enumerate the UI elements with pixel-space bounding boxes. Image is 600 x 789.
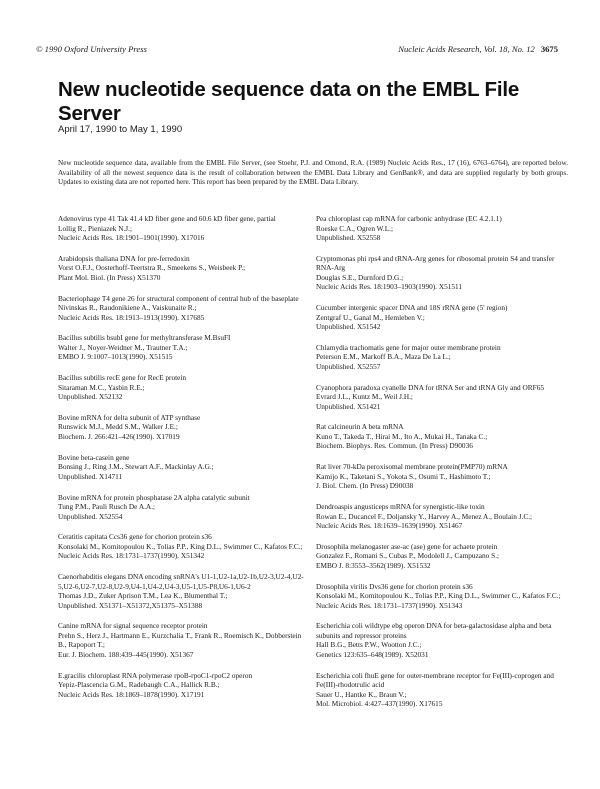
entry-authors: Hall B.G., Betts P.W., Wootton J.C.; (316, 640, 422, 650)
entry-title: Rat calcineurin A beta mRNA (316, 422, 404, 432)
entry-authors: Runswick M.J., Medd S.M., Walker J.E.; (58, 422, 178, 432)
sequence-entry (58, 294, 310, 323)
sequence-entry (316, 671, 568, 709)
entry-reference: Biochem. J. 266:421–426(1990). X17019 (58, 431, 180, 441)
journal-name: Nucleic Acids Research, Vol. 18, No. 12 (398, 44, 535, 54)
entry-reference: EMBO J. 9:1007–1013(1990). X51515 (58, 352, 173, 362)
entry-authors: Zentgraf U., Ganal M., Hemleben V.; (316, 312, 425, 322)
sequence-entry (316, 621, 568, 659)
entry-authors: Roeske C.A., Ogren W.L.; (316, 223, 394, 233)
entry-title: Bovine mRNA for protein phosphatase 2A alpha catalytic subunit (58, 492, 250, 502)
page-title: New nucleotide sequence data on the EMBL File Server (58, 78, 520, 125)
entry-authors: Walter J., Noyer-Weidner M., Trautner T.A.; (58, 342, 188, 352)
page-number: 3675 (540, 44, 558, 54)
copyright-line: © 1990 Oxford University Press (36, 44, 147, 54)
sequence-entry (316, 582, 568, 611)
running-header (36, 44, 558, 56)
sequence-entry (316, 383, 568, 412)
entry-authors: Vorst O.F.J., Oosterhoff-Teertstra R., Smeekens S., Weisbeek P.; (58, 263, 246, 273)
entry-title: Bacillus subtilis bsubI gene for methyltransferase M.BsuFI (58, 333, 231, 343)
sequence-entry (58, 532, 310, 561)
entry-reference: Unpublished. X51371–X51372,X51375–X51388 (58, 600, 203, 610)
entry-reference: Unpublished. X51542 (316, 322, 381, 332)
entry-title: Caenorhabditis elegans DNA encoding snRNA's U1-1,U2-1a,U2-1b,U2-3,U2-4,U2-5,U2-6,U2-7,U2-8,U2-9,U4-1,U4-2,U4-3,U5-1,U5-P8,U6-1,U6-2 (58, 572, 304, 591)
entry-title: Escherichia coli fhuE gene for outer-membrane receptor for Fe(III)-coprogen and Fe(III)-rhodotrulic acid (316, 670, 554, 690)
entry-title: Drosophila virilis Dvs36 gene for chorion protein s36 (316, 581, 473, 591)
entry-reference: Nucleic Acids Res. 18:1903–1903(1990). X51511 (316, 282, 463, 292)
entry-title: Arabidopsis thaliana DNA for pre-ferredoxin (58, 253, 190, 263)
entry-authors: Lollig R., Pieniazek N.J.; (58, 223, 132, 233)
entry-title: Cucumber intergenic spacer DNA and 18S rRNA gene (5' region) (316, 303, 508, 313)
entry-authors: Evrard J.L., Kuntz M., Weil J.H.; (316, 392, 413, 402)
entry-authors: Kamijo K., Taketani S., Yokota S., Osumi T., Hashimoto T.; (316, 471, 491, 481)
entry-reference: Biochem. Biophys. Res. Commun. (In Press) D90036 (316, 441, 473, 451)
entry-authors: Tung P.M., Pauli Rusch De A.A.; (58, 502, 156, 512)
entry-title: Ceratitis capitata Ccs36 gene for chorion protein s36 (58, 532, 212, 542)
entry-authors: Rowan E., Ducancel F., Doljansky Y., Harvey A., Menez A., Boulain J.C.; (316, 511, 533, 521)
sequence-entry (58, 453, 310, 482)
entry-title: Bovine beta-casein gene (58, 452, 130, 462)
entry-reference: J. Biol. Chem. (In Press) D90038 (316, 481, 414, 491)
sequence-entry (58, 493, 310, 522)
entry-reference: Mol. Microbiol. 4:427–437(1990). X17615 (316, 699, 443, 709)
entry-reference: Nucleic Acids Res. 18:1731–1737(1990). X51343 (316, 600, 463, 610)
entry-reference: Unpublished. X14711 (58, 471, 123, 481)
entry-title: Bovine mRNA for delta subunit of ATP synthase (58, 412, 201, 422)
entry-reference: Nucleic Acids Res. 18:1639–1639(1990). X51467 (316, 521, 463, 531)
entry-reference: Unpublished. X52132 (58, 392, 123, 402)
entry-reference: Nucleic Acids Res. 18:1913–1913(1990). X17685 (58, 312, 205, 322)
sequence-entry (58, 373, 310, 402)
entry-authors: Nivinskas R., Raudonikiene A., Vaiskunaite R.; (58, 303, 197, 313)
sequence-entry (316, 422, 568, 451)
entry-authors: Peterson E.M., Markoff B.A., Maza De La L.; (316, 352, 451, 362)
sequence-entry (58, 671, 310, 700)
sequence-entry (58, 413, 310, 442)
entry-authors: Kuno T., Takeda T., Hirai M., Ito A., Mukai H., Tanaka C.; (316, 431, 488, 441)
entry-title: Chlamydia trachomatis gene for major outer membrane protein (316, 342, 501, 352)
entry-authors: Bonsing J., Ring J.M., Stewart A.F., Mackinlay A.G.; (58, 462, 214, 472)
entry-reference: Genetics 123:635–648(1989). X52031 (316, 649, 429, 659)
sequence-entry (58, 333, 310, 362)
entry-authors: Gonzalez F., Romani S., Cubas P., Modolell J., Campuzano S.; (316, 551, 500, 561)
intro-paragraph: New nucleotide sequence data, available from the EMBL File Server, (see Stoehr, P.J. and Omond, R.A. (1989) Nucleic Acids Res., 17 (16), 6763–6764), are reported below. Availability of all the newest sequence data is the result of collaboration between the EMBL Data Library and GenBank®, and data are supplied regularly by both groups. Updates to existing data are not reported here. This report has been prepared by the EMBL Data Library. (58, 159, 568, 187)
entry-authors: Konsolaki M., Komitopoulou K., Tolias P.P., King D.L., Swimmer C., Kafatos F.C.; (58, 541, 303, 551)
entry-title: Drosophila melanogaster ase-ac (ase) gene for achaete protein (316, 541, 498, 551)
sequence-entry (316, 462, 568, 491)
entry-title: Bacillus subtilis recE gene for RecE protein (58, 373, 187, 383)
entry-reference: Nucleic Acids Res. 18:1731–1737(1990). X51342 (58, 551, 205, 561)
sequence-entry (316, 502, 568, 531)
sequence-entry (58, 572, 310, 610)
sequence-entry (58, 254, 310, 283)
entry-reference: Nucleic Acids Res. 18:1901–1901(1990). X17016 (58, 233, 205, 242)
entry-authors: Sauer U., Hantke K., Braun V.; (316, 689, 407, 699)
entry-title: Bacteriophage T4 gene 26 for structural component of central hub of the baseplate (58, 293, 299, 303)
entry-title: Canine mRNA for signal sequence receptor protein (58, 621, 208, 631)
sequence-entry (316, 254, 568, 292)
entry-reference: Eur. J. Biochem. 188:439–445(1990). X51367 (58, 649, 194, 659)
entry-title: E.gracilis chloroplast RNA polymerase rpoB-rpoC1-rpoC2 operon (58, 670, 253, 680)
right-column (316, 214, 568, 720)
entry-title: Dendroaspis angusticeps mRNA for synergistic-like toxin (316, 502, 485, 512)
entry-title: Adenovirus type 41 Tak 41.4 kD fiber gene and 60.6 kD fiber gene, partial (58, 214, 276, 223)
entry-title: Rat liver 70-kDa peroxisomal membrane protein(PMP70) mRNA (316, 462, 508, 472)
sequence-entry (58, 621, 310, 659)
entry-authors: Prehn S., Herz J., Hartmann E., Kurzchalia T., Frank R., Roemisch K., Dobberstein B., Rapoport T.; (58, 630, 302, 650)
entry-reference: Unpublished. X51421 (316, 401, 381, 411)
entry-title: Pea chloroplast cap mRNA for carbonic anhydrase (EC 4.2.1.1) (316, 214, 502, 223)
entry-authors: Douglas S.E., Durnford D.G.; (316, 272, 404, 282)
entry-reference: Unpublished. X52554 (58, 511, 123, 521)
sequence-entry (316, 343, 568, 372)
sequence-entry (316, 542, 568, 571)
sequence-entry (316, 303, 568, 332)
date-range: April 17, 1990 to May 1, 1990 (58, 124, 183, 135)
entry-title: Escherichia coli wildtype ebg operon DNA for beta-galactosidase alpha and beta subunits and repressor proteins (316, 621, 552, 640)
entry-reference: Plant Mol. Biol. (In Press) X51370 (58, 272, 161, 282)
entry-authors: Konsolaki M., Komitopoulou K., Tolias P.P., King D.L., Swimmer C., Kafatos F.C.; (316, 591, 561, 601)
journal-citation (398, 44, 558, 54)
entry-title: Cryptomonas phi rps4 and tRNA-Arg genes for ribosomal protein S4 and transfer RNA-Arg (316, 253, 555, 273)
sequence-entry (316, 214, 568, 243)
left-column (58, 214, 310, 711)
entry-authors: Thomas J.D., Zuker Aprison T.M., Lea K., Blumenthal T.; (58, 591, 228, 601)
sequence-entry (58, 214, 310, 243)
entry-reference: EMBO J. 8:3553–3562(1989). X51532 (316, 560, 431, 570)
entry-authors: Yepiz-Plascencia G.M., Radebaugh C.A., Hallick R.B.; (58, 680, 220, 690)
entry-title: Cyanophora paradoxa cyanelle DNA for tRNA Ser and tRNA Gly and ORF65 (316, 382, 544, 392)
entry-reference: Unpublished. X52558 (316, 233, 381, 242)
entry-authors: Sitaraman M.C., Yasbin R.E.; (58, 382, 145, 392)
entry-reference: Nucleic Acids Res. 18:1869–1878(1990). X17191 (58, 689, 205, 699)
entry-reference: Unpublished. X52557 (316, 361, 381, 371)
